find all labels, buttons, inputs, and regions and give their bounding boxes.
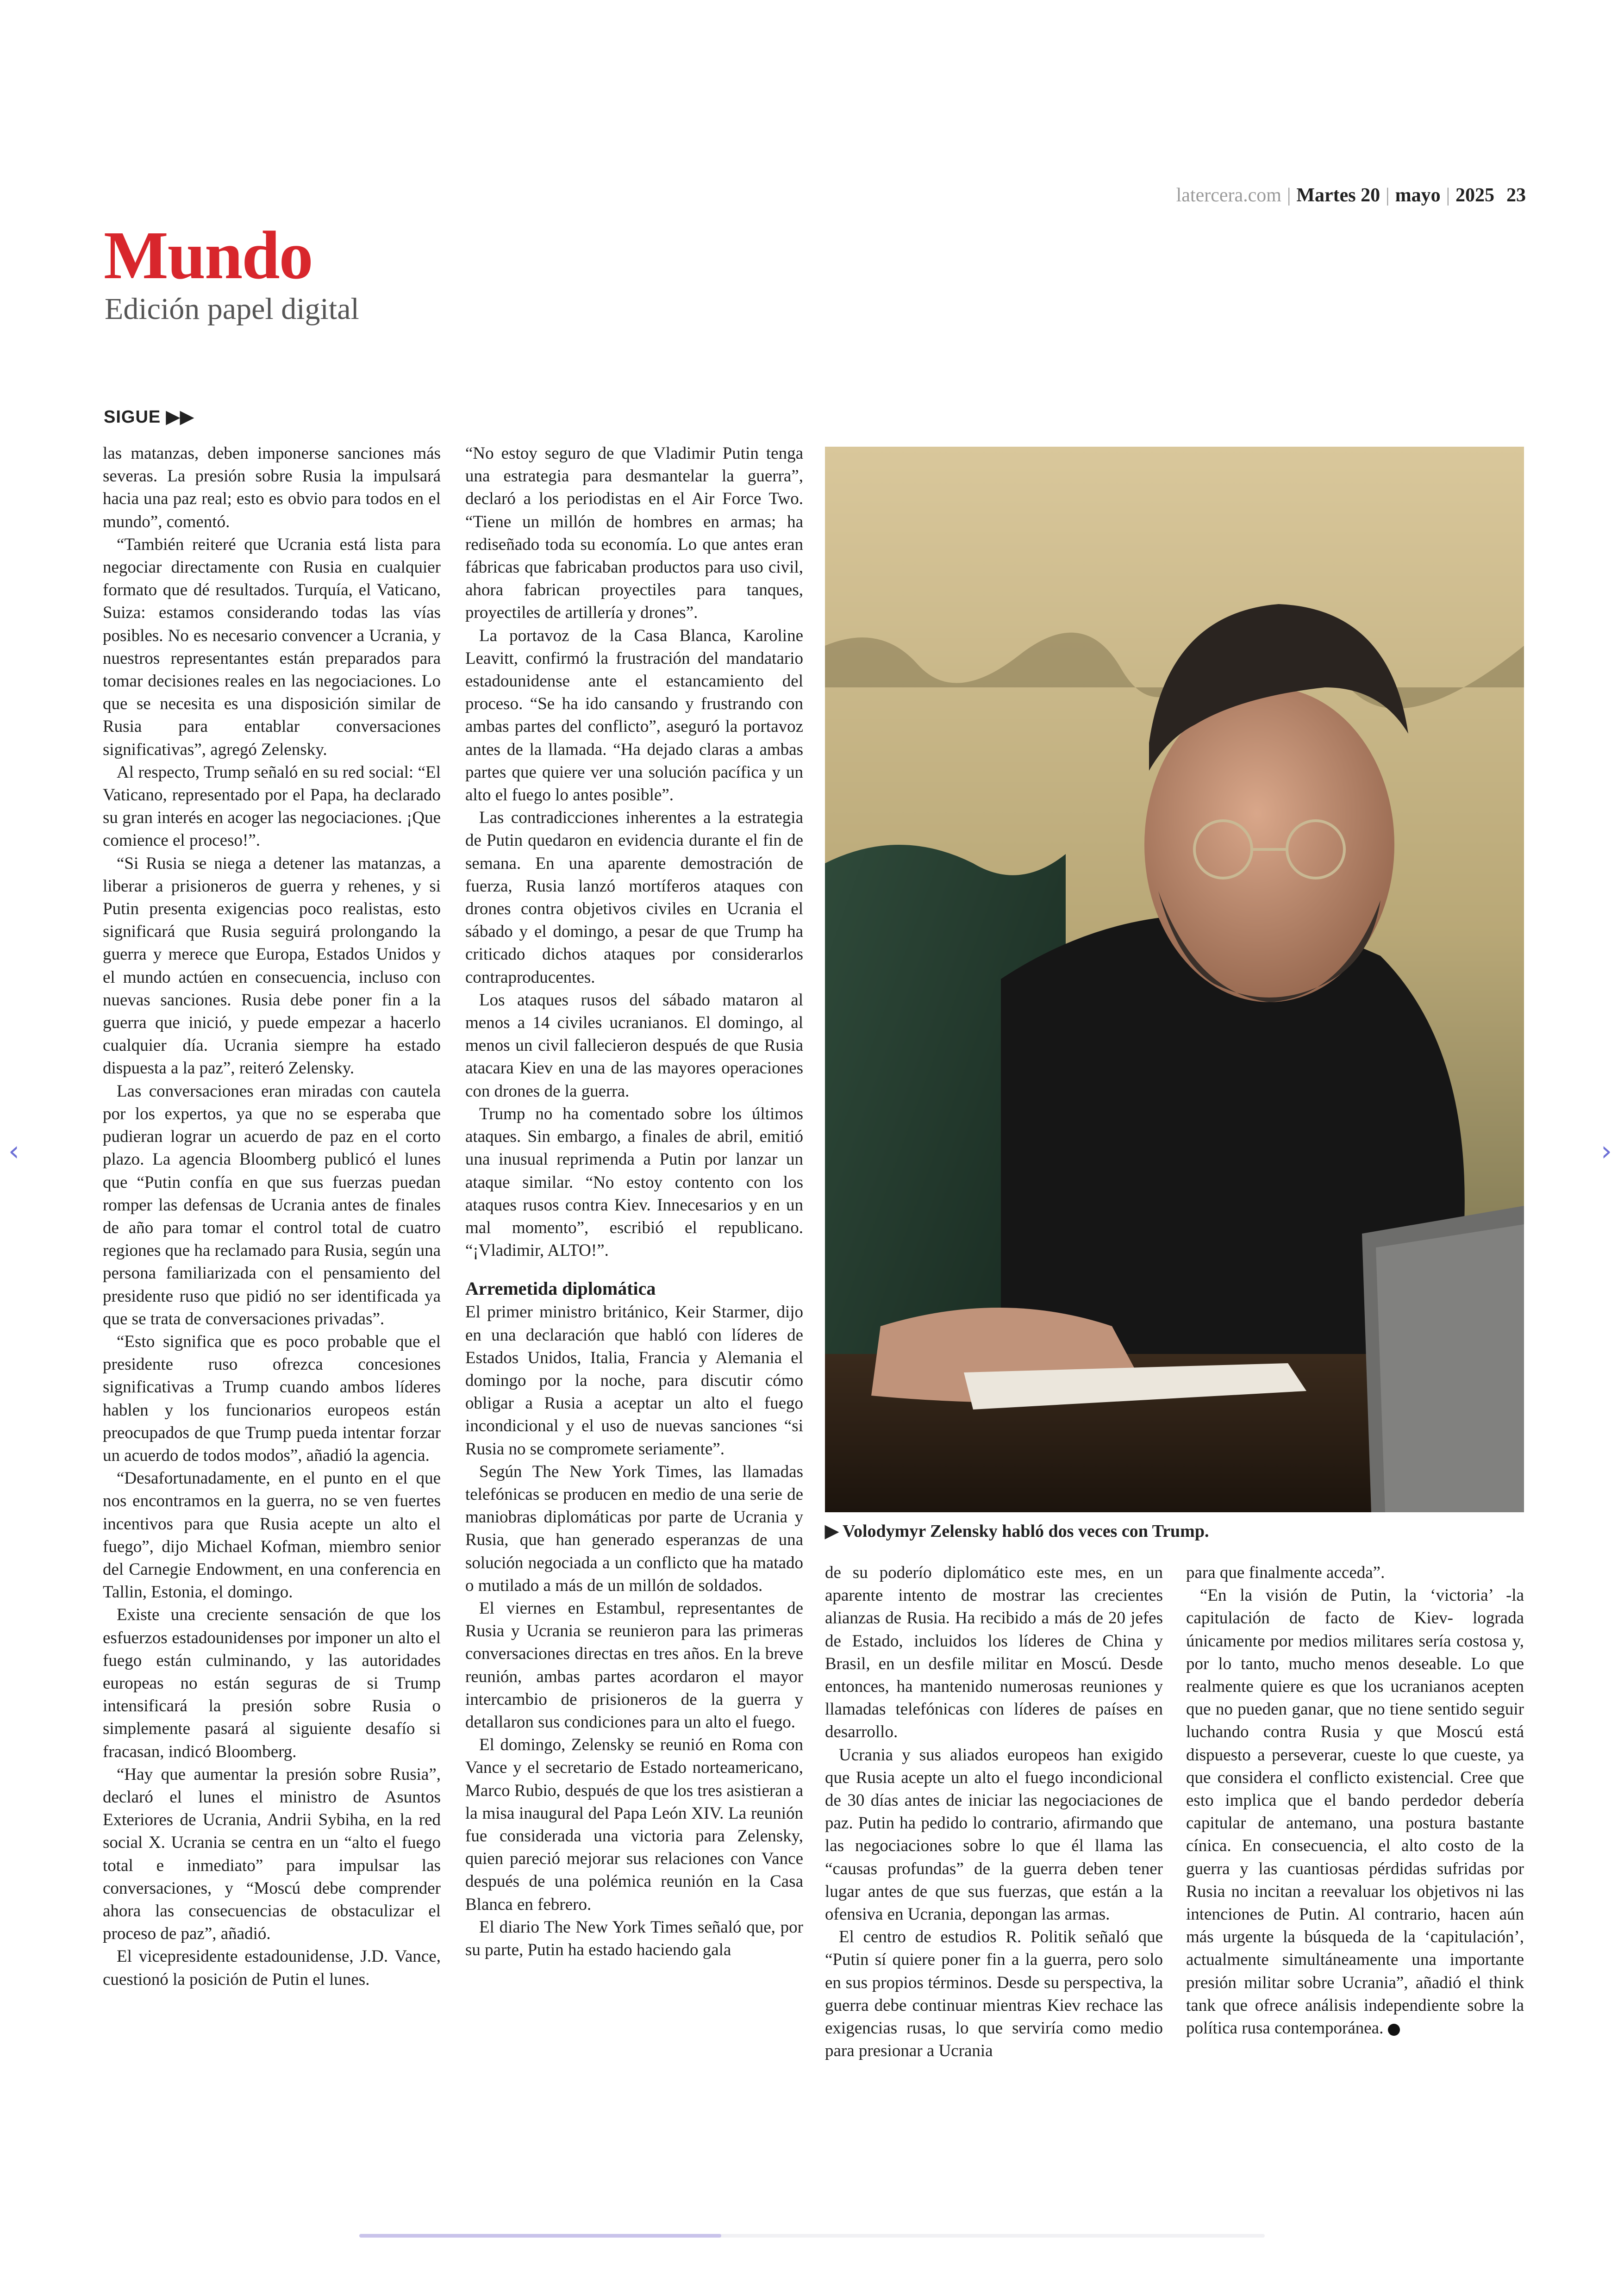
subheading: Arremetida diplomática bbox=[465, 1278, 656, 1299]
section-title: Mundo bbox=[104, 218, 312, 293]
paragraph-text: “En la visión de Putin, la ‘victoria’ -la capitulación de facto de Kiev- lograda únicamente por medios militares sería costosa y, por lo tanto, mucho menos deseable. Lo que realmente quiere es que los ucranianos acepten que no pueden ganar, que no tiene sentido seguir luchando contra Rusia y que Moscú está dispuesto a perseverar, cueste lo que cueste, ya que considera el conflicto existencial. Cree que esto implica que el bando perdedor debería capitular de antemano, una postura bastante cínica. En consecuencia, el alto costo de la guerra y las cuantiosas pérdidas sufridas por Rusia no incitan a reevaluar los objetivos ni las intenciones de Putin. Al contrario, hacen aún más urgente la búsqueda de la ‘capitulación’, actualmente simultáneamente una importante presión militar sobre Ucrania”, añadió el think tank que ofrece análisis independiente sobre la política rusa contemporánea. bbox=[1186, 1586, 1524, 2038]
paragraph: “Si Rusia se niega a detener las matanzas, a liberar a prisioneros de guerra y rehenes, y si Putin presenta exigencias poco realistas, esto significará que Rusia seguirá prolongando la guerra y merece que Europa, Estados Unidos y el mundo actúen en consecuencia, incluso con nuevas sanciones. Rusia debe poner fin a la guerra que inició, y puede empezar a hacerlo cualquier día. Ucrania siempre ha estado dispuesta a la paz”, reiteró Zelensky. bbox=[103, 854, 441, 1078]
paragraph: Ucrania y sus aliados europeos han exigido que Rusia acepte un alto el fuego incondicional de 30 días antes de iniciar las negociaciones de paz. Putin ha pedido lo contrario, afirmando que las negociaciones sobre lo que él llama las “causas profundas” de la guerra deben tener lugar antes de que sus fuerzas, que están a la ofensiva en Ucrania, depongan las armas. bbox=[825, 1745, 1163, 1924]
paragraph: El domingo, Zelensky se reunió en Roma con Vance y el secretario de Estado norteamericano, Marco Rubio, después de que los tres asistieran a la misa inaugural del Papa León XIV. La reunión fue considerada una victoria para Zelensky, quien pareció mejorar sus relaciones con Vance después de una polémica reunión en la Casa Blanca en febrero. bbox=[465, 1735, 803, 1914]
page-scrollbar[interactable] bbox=[359, 2234, 1265, 2238]
page-number: 23 bbox=[1506, 185, 1526, 206]
paragraph: El viernes en Estambul, representantes de Rusia y Ucrania se reunieron para las primeras conversaciones directas en tres años. En la breve reunión, ambas partes acordaron el mayor intercambio de prisioneros de la guerra y detallaron sus condiciones para un alto el fuego. bbox=[465, 1598, 803, 1732]
next-page-chevron-icon[interactable]: › bbox=[1601, 1135, 1612, 1167]
article-column-3 bbox=[825, 1561, 1163, 2062]
section-subtitle: Edición papel digital bbox=[105, 292, 359, 326]
scrollbar-thumb[interactable] bbox=[359, 2234, 721, 2238]
article-column-4 bbox=[1186, 1561, 1524, 2039]
paragraph: El primer ministro británico, Keir Starmer, dijo en una declaración que habló con líderes de Estados Unidos, Italia, Francia y Alemania el domingo por la noche, para discutir cómo obligar a Rusia a aceptar un alto el fuego incondicional y el uso de nuevas sanciones “si Rusia no se compromete seriamente”. bbox=[465, 1303, 803, 1459]
paragraph: El vicepresidente estadounidense, J.D. Vance, cuestionó la posición de Putin el lunes. bbox=[103, 1947, 441, 1989]
paragraph: “No estoy seguro de que Vladimir Putin tenga una estrategia para desmantelar la guerra”, declaró a los periodistas en el Air Force Two. “Tiene un millón de hombres en armas; ha rediseñado toda su economía. Lo que antes eran fábricas que fabricaban productos para uso civil, ahora fabrican proyectiles para tanques, proyectiles de artillería y drones”. bbox=[465, 444, 803, 623]
paragraph: Trump no ha comentado sobre los últimos ataques. Sin embargo, a finales de abril, emitió una inusual reprimenda a Putin por lanzar un ataque similar. “No estoy contento con los ataques rusos contra Kiev. Innecesarios y en un mal momento”, escribió el republicano. “¡Vladimir, ALTO!”. bbox=[465, 1104, 803, 1260]
paragraph: Según The New York Times, las llamadas telefónicas se producen en medio de una serie de maniobras diplomáticas por parte de Ucrania y Rusia, que han generado esperanzas de una solución negociada a un conflicto que ha matado o mutilado a más de un millón de soldados. bbox=[465, 1462, 803, 1595]
article-photo bbox=[825, 447, 1524, 1512]
paragraph: “Hay que aumentar la presión sobre Rusia”, declaró el lunes el ministro de Asuntos Exteriores de Ucrania, Andrii Sybiha, en la red social X. Ucrania se centra en un “alto el fuego total e inmediato” para impulsar las conversaciones, y “Moscú debe comprender ahora las consecuencias de obstaculizar el proceso de paz”, añadió. bbox=[103, 1765, 441, 1944]
prev-page-chevron-icon[interactable]: ‹ bbox=[8, 1135, 19, 1167]
date-month: mayo bbox=[1395, 185, 1441, 206]
paragraph: Los ataques rusos del sábado mataron al menos a 14 civiles ucranianos. El domingo, al menos un civil fallecieron después de que Rusia atacara Kiev en una de las mayores operaciones con drones de la guerra. bbox=[465, 990, 803, 1101]
paragraph: Existe una creciente sensación de que los esfuerzos estadounidenses por imponer un alto el fuego están culminando, y las autoridades europeas no están seguras de si Trump intensificará la presión sobre Rusia o simplemente pasará al siguiente desafío si fracasan, indicó Bloomberg. bbox=[103, 1605, 441, 1761]
paragraph: las matanzas, deben imponerse sanciones más severas. La presión sobre Rusia la impulsará hacia una paz real; esto es obvio para todos en el mundo”, comentó. bbox=[103, 444, 441, 531]
paragraph: “También reiteré que Ucrania está lista para negociar directamente con Rusia en cualquier formato que dé resultados. Turquía, el Vaticano, Suiza: estamos considerando todas las vías posibles. No es necesario convencer a Ucrania, y nuestros representantes están preparados para tomar decisiones reales en las negociaciones. Lo que se necesita es una disposición similar de Rusia para entablar conversaciones significativas”, agregó Zelensky. bbox=[103, 535, 441, 759]
date-day: Martes 20 bbox=[1296, 185, 1380, 206]
article-column-2 bbox=[465, 442, 803, 1961]
continued-label: SIGUE ▶▶ bbox=[104, 407, 194, 427]
article-column-1 bbox=[103, 442, 441, 1991]
end-mark-icon bbox=[1388, 2024, 1400, 2036]
date-year: 2025 bbox=[1455, 185, 1494, 206]
photo-caption: ▶ Volodymyr Zelensky habló dos veces con Trump. bbox=[825, 1522, 1209, 1541]
paragraph: Las contradicciones inherentes a la estrategia de Putin quedaron en evidencia durante el fin de semana. En una aparente demostración de fuerza, Rusia lanzó mortíferos ataques con drones contra objetivos civiles en Ucrania el sábado y el domingo, a pesar de que Trump ha criticado dichos ataques por considerarlos contraproducentes. bbox=[465, 808, 803, 987]
paragraph-final bbox=[1186, 1584, 1524, 2039]
photo-illustration bbox=[825, 447, 1524, 1512]
paragraph: de su poderío diplomático este mes, en un aparente intento de mostrar las crecientes alianzas de Rusia. Ha recibido a más de 20 jefes de Estado, incluidos los líderes de China y Brasil, en un desfile militar en Moscú. Desde entonces, ha mantenido numerosas reuniones y llamadas telefónicas con líderes de países en desarrollo. bbox=[825, 1563, 1163, 1742]
site-name[interactable]: latercera.com bbox=[1176, 185, 1281, 206]
paragraph: Al respecto, Trump señaló en su red social: “El Vaticano, representado por el Papa, ha declarado su gran interés en acoger las negociaciones. ¡Que comience el proceso!”. bbox=[103, 762, 441, 850]
paragraph: “Desafortunadamente, en el punto en el que nos encontramos en la guerra, no se ven fuertes incentivos para que Rusia acepte un alto el fuego”, dijo Michael Kofman, miembro senior del Carnegie Endowment, en una conferencia en Tallin, Estonia, el domingo. bbox=[103, 1469, 441, 1602]
header-meta: latercera.com | Martes 20 | mayo | 2025 23 bbox=[1176, 185, 1526, 206]
paragraph: El centro de estudios R. Politik señaló que “Putin sí quiere poner fin a la guerra, pero solo en sus propios términos. Desde su perspectiva, la guerra debe continuar mientras Kiev rechace las exigencias rusas, lo que serviría como medio para presionar a Ucrania bbox=[825, 1927, 1163, 2061]
paragraph: “Esto significa que es poco probable que el presidente ruso ofrezca concesiones significativas a Trump cuando ambos líderes hablen y los funcionarios europeos están preocupados de que Trump pueda intentar forzar un acuerdo de todos modos”, añadió la agencia. bbox=[103, 1332, 441, 1465]
paragraph: para que finalmente acceda”. bbox=[1186, 1563, 1385, 1582]
paragraph: El diario The New York Times señaló que, por su parte, Putin ha estado haciendo gala bbox=[465, 1917, 803, 1959]
paragraph: La portavoz de la Casa Blanca, Karoline Leavitt, confirmó la frustración del mandatario estadounidense ante el estancamiento del proceso. “Se ha ido cansando y frustrando con ambas partes del conflicto”, aseguró la portavoz antes de la llamada. “Ha dejado claras a ambas partes que quiere ver una solución pacífica y un alto el fuego lo antes posible”. bbox=[465, 626, 803, 805]
paragraph: Las conversaciones eran miradas con cautela por los expertos, ya que no se esperaba que pudieran lograr un acuerdo de paz en el corto plazo. La agencia Bloomberg publicó el lunes que “Putin confía en que sus fuerzas puedan romper las defensas de Ucrania antes de finales de año para tomar el control total de cuatro regiones que ha reclamado para Rusia, según una persona familiarizada con el pensamiento del presidente ruso que pidió no ser identificada ya que se trata de conversaciones privadas”. bbox=[103, 1081, 441, 1328]
